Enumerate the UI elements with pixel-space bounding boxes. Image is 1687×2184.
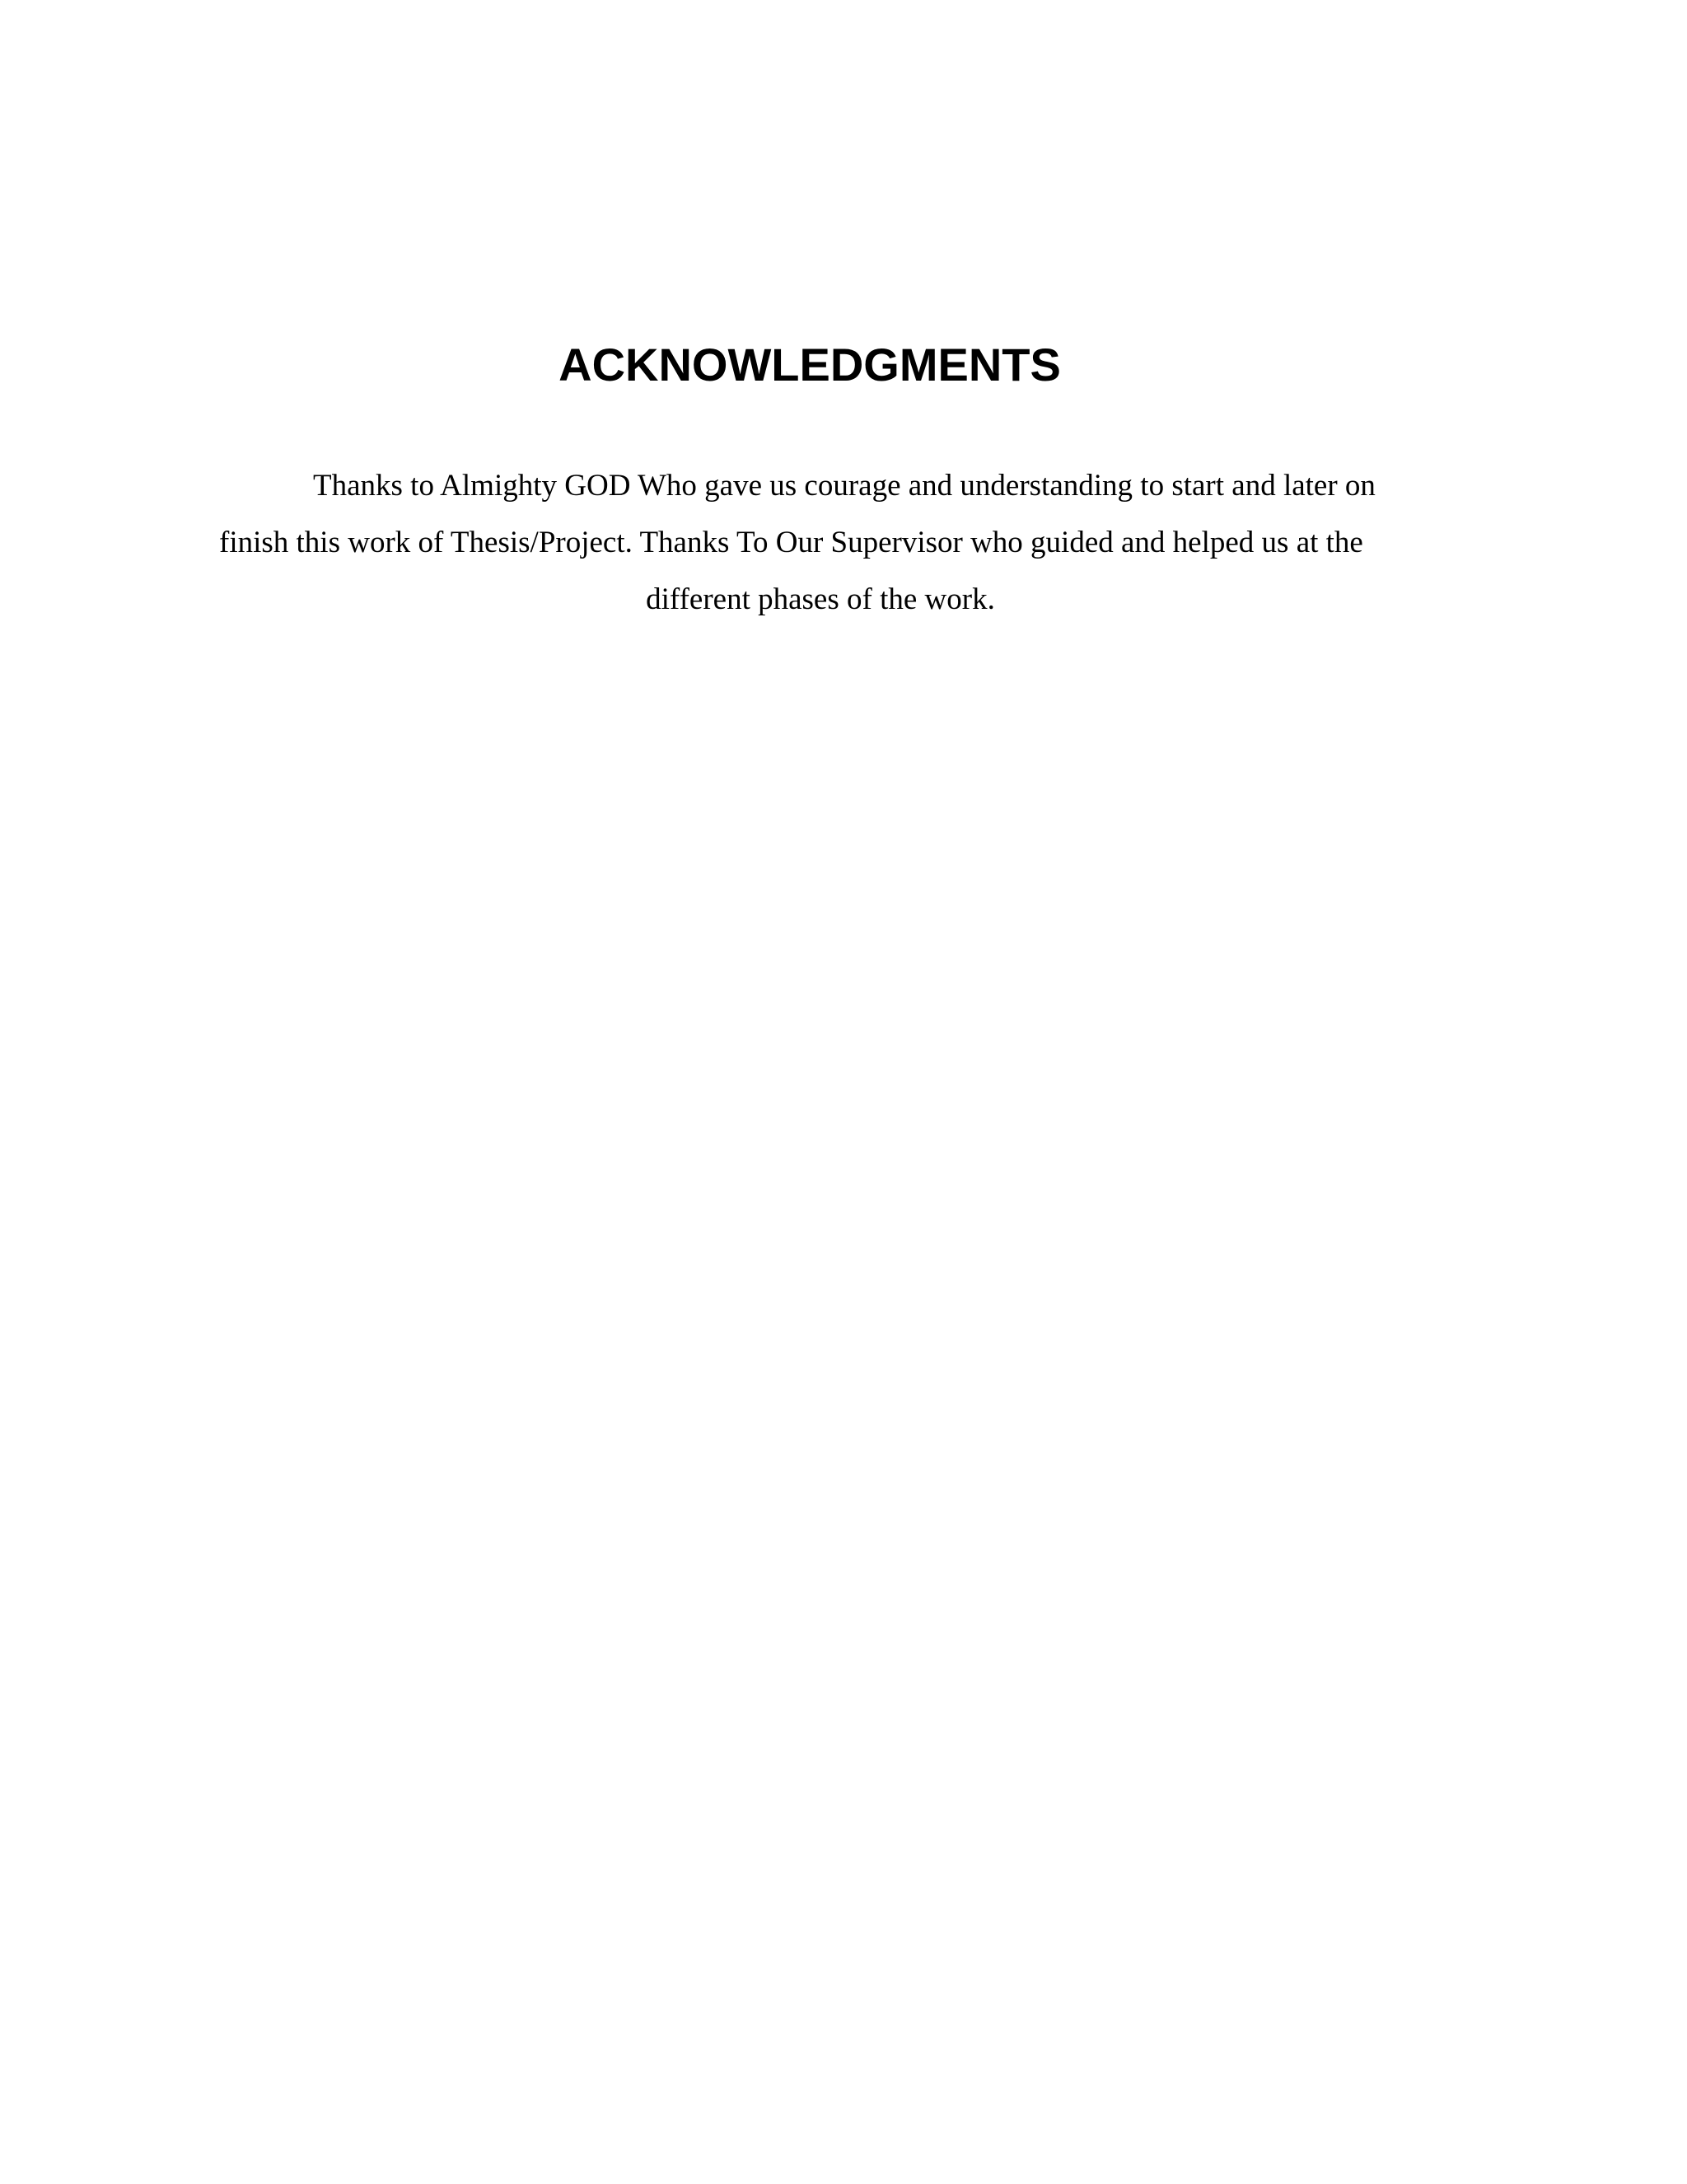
paragraph-line-2: finish this work of Thesis/Project. Thanks To Our Supervisor who guided and helped us at the xyxy=(219,526,1363,559)
page-title: ACKNOWLEDGMENTS xyxy=(558,339,1061,391)
paragraph-line-3: different phases of the work. xyxy=(646,582,995,616)
paragraph-line-1: Thanks to Almighty GOD Who gave us courage and understanding to start and later on xyxy=(313,469,1376,503)
